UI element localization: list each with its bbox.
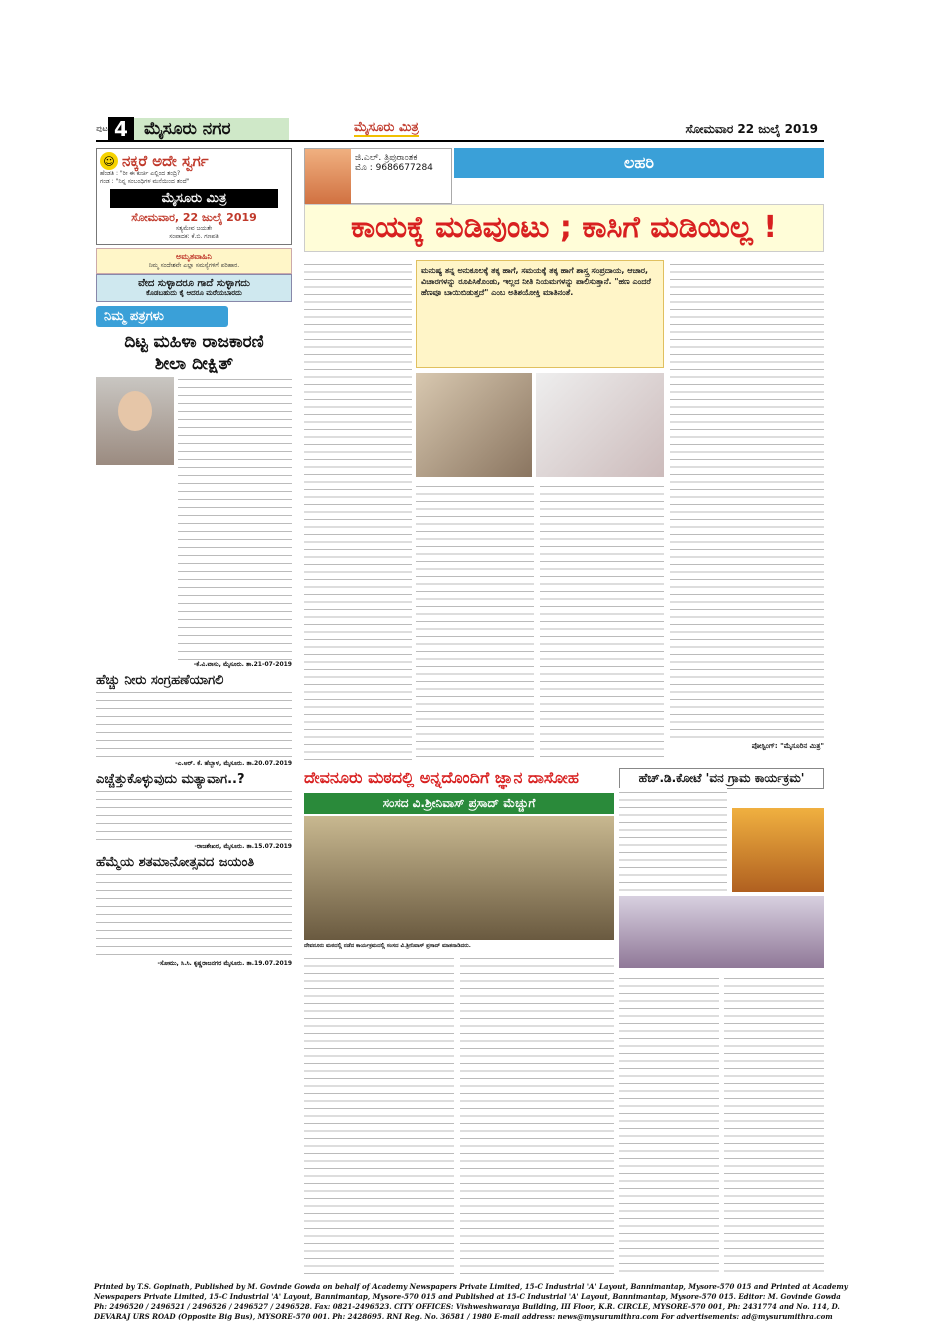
- dasoha-headline: ದೇವನೂರು ಮಠದಲ್ಲಿ ಅನ್ನದೊಂದಿಗೆ ಜ್ಞಾನ ದಾಸೋಹ: [304, 768, 579, 787]
- masthead-logo: ಮೈಸೂರು ಮಿತ್ರ: [354, 120, 419, 135]
- dasoha-subheadline: ಸಂಸದ ವಿ.ಶ್ರೀನಿವಾಸ್ ಪ್ರಸಾದ್ ಮೆಚ್ಚುಗೆ: [304, 793, 614, 814]
- dasoha-col-2: [460, 954, 614, 1274]
- header-date: ಸೋಮವಾರ 22 ಜುಲೈ 2019: [685, 122, 818, 136]
- veda-line-2: ಕೊಡಬಹುದು ಕೈ ಆದರೂ ಮರೆಯಬಾರದು: [146, 289, 242, 297]
- letter-sig-3: -ರಾಜಶೇಖರ, ಮೈಸೂರು. ತಾ.15.07.2019: [194, 843, 292, 850]
- article-col-1: [304, 260, 412, 760]
- letter-title-3: ಹೆಚ್ಚು ನೀರು ಸಂಗ್ರಹಣೆಯಾಗಲಿ: [96, 673, 224, 688]
- imprint-footer: Printed by T.S. Gopinath, Published by M. Govinde Gowda on behalf of Academy Newspapers Private Limited, 15-C Industrial 'A' Layout, Bannimantap, Mysore-570 015 and Printed at Academy Newspapers Private Limited, 15-C Industrial 'A' Layout, Bannimantap, Mysore-570 015 and Published at 15-C Industrial 'A' Layout, Bannimantap, Mysore-570 015. Editor: M. Govinde Gowda Ph: 2496520 / 2496521 / 2496526 / 2496527 / 2496528. Fax: 0821-2496523. CITY OFFICES: Vishweshwaraya Building, III Floor, K.R. CIRCLE, MYSORE-570 001, Ph: 2431774 and No. 114, D. DEVARAJ URS ROAD (Opposite Big Bus), MYSORE-570 001. Ph: 2428695. RNI Reg. No. 36581 / 1980 E-mail address: news@mysurumithra.com For advertisements: ad@mysurumithra.com: [94, 1282, 848, 1321]
- letter-body-1: [178, 375, 292, 661]
- letter-body-3: [96, 787, 292, 843]
- amrita-box: [96, 248, 292, 274]
- mini-editor: ಸಂಪಾದಕ: ಕೆ.ಬಿ. ಗಣಪತಿ: [169, 233, 219, 240]
- author-name: ಜಿ.ಎಲ್. ತ್ರಿಪುರಾಂತಕ: [355, 153, 418, 163]
- dasoha-col-1: [304, 954, 454, 1274]
- author-box: [304, 148, 452, 204]
- event-photo: [304, 816, 614, 940]
- letter-body-2: [96, 688, 292, 760]
- mini-masthead: ಮೈಸೂರು ಮಿತ್ರ: [110, 189, 278, 208]
- event-caption: ದೇವನೂರು ಮಠದಲ್ಲಿ ನಡೆದ ಕಾರ್ಯಕ್ರಮದಲ್ಲಿ ಸಂಸದ ವಿ.ಶ್ರೀನಿವಾಸ್ ಪ್ರಸಾದ್ ಮಾತನಾಡಿದರು.: [304, 943, 471, 949]
- hdk-speaker-photo: [732, 808, 824, 892]
- smiley-icon: ☺: [100, 152, 118, 170]
- amrita-text: ನಿಮ್ಮ ಸಂದೇಶವೇ ಎಲ್ಲಾ ಸಮಸ್ಯೆಗಳಿಗೆ ಪರಿಹಾರ.: [148, 262, 240, 269]
- letters-banner: ನಿಮ್ಮ ಪತ್ರಗಳು: [96, 306, 228, 327]
- hdk-col-intro: [619, 788, 727, 892]
- coins-photo: [536, 373, 664, 477]
- author-photo: [305, 149, 351, 205]
- joke-title: [100, 152, 288, 170]
- letter-title-5: ಹೆಮ್ಮೆಯ ಶತಮಾನೋತ್ಸವದ ಜಯಂತಿ: [96, 855, 255, 870]
- joke-box: [96, 148, 292, 245]
- sheila-dikshit-photo: [96, 377, 174, 465]
- letter-title-2: ಶೀಲಾ ದೀಕ್ಷಿತ್: [154, 354, 234, 374]
- mini-date: ಸೋಮವಾರ, 22 ಜುಲೈ 2019: [131, 211, 257, 224]
- column-section-label: ಲಹರಿ: [454, 148, 824, 178]
- amrita-heading: ಅಮೃತವಾಹಿನಿ: [176, 252, 212, 261]
- author-phone: ಮೊ : 9686677284: [355, 163, 433, 173]
- hdk-col-2: [724, 974, 824, 1274]
- letter-body-4: [96, 870, 292, 960]
- letter-title-4: ಎಚ್ಚೆತ್ತುಕೊಳ್ಳುವುದು ಮತ್ಯಾವಾಗ..?: [96, 772, 245, 787]
- letter-sig-1: -ಕೆ.ವಿ.ವಾಸು, ಮೈಸೂರು. ತಾ.21-07-2019: [193, 661, 292, 668]
- author-info: [351, 149, 437, 203]
- section-title: ಮೈಸೂರು ನಗರ: [134, 118, 289, 140]
- hdk-col-1: [619, 974, 719, 1274]
- hdk-headline: ಹೆಚ್.ಡಿ.ಕೋಟೆ 'ವನ ಗ್ರಾಮ ಕಾರ್ಯಕ್ರಮ': [619, 768, 824, 789]
- hdk-audience-photo: [619, 896, 824, 968]
- letter-title-1: ದಿಟ್ಟ ಮಹಿಳಾ ರಾಜಕಾರಣಿ: [124, 332, 264, 352]
- page-header: [96, 118, 824, 142]
- veda-line-1: ವೇದ ಸುಳ್ಳಾದರೂ ಗಾದೆ ಸುಳ್ಳಾಗದು: [138, 278, 250, 289]
- page-number: 4: [108, 117, 134, 141]
- mini-motto: ಸತ್ಯಮೇವ ಜಯತೇ: [175, 225, 213, 232]
- letter-sig-4: -ಸೋಮು, ಸಿ.ಸಿ. ಕೃಷ್ಣರಾಜನಗರ ಮೈಸೂರು. ತಾ.19.07.2019: [157, 960, 292, 967]
- veda-box: [96, 274, 292, 302]
- column-signoff: ಪೋಸ್ಟಿಂಗ್: "ಮೈಸೂರಿನ ಮಿತ್ರ": [751, 742, 824, 750]
- page-label: ಪುಟ: [96, 124, 108, 133]
- beggar-photo: [416, 373, 532, 477]
- article-col-2: [416, 482, 534, 760]
- article-col-3: [540, 482, 664, 760]
- joke-line-2: ಗಂಡ : "ನಿನ್ನ ಸಂಬಂಧಿಗಳ ಮನೆಯಿಂದ ತಂದೆ": [100, 178, 190, 185]
- column-headline: ಕಾಯಕ್ಕೆ ಮಡಿವುಂಟು ; ಕಾಸಿಗೆ ಮಡಿಯಿಲ್ಲ !: [304, 204, 824, 252]
- letter-sig-2: -ಎ.ಆರ್. ಕೆ. ಹೆಬ್ಬಾಳ, ಮೈಸೂರು. ತಾ.20.07.2019: [175, 760, 292, 767]
- left-column: [96, 148, 292, 968]
- pull-quote: ಮನುಷ್ಯ ತನ್ನ ಅನುಕೂಲಕ್ಕೆ ತಕ್ಕ ಹಾಗೆ, ಸಮಯಕ್ಕೆ ತಕ್ಕ ಹಾಗೆ ಶಾಸ್ತ್ರ ಸಂಪ್ರದಾಯ, ಆಚಾರ, ವಿಚಾರಗಳನ್ನು ರೂಪಿಸಿಕೊಂಡು, ಇಲ್ಲದ ನೀತಿ ನಿಯಮಗಳನ್ನು ಪಾಲಿಸುತ್ತಾನೆ. "ಹಣ ಎಂದರೆ ಹೆಣವೂ ಬಾಯಿಬಿಡುತ್ತದೆ" ಎಂಬ ಅತಿಶಯೋಕ್ತಿ ಮಾತಿನಂತೆ.: [416, 260, 664, 368]
- joke-title-text: ನಕ್ಕರೆ ಅದೇ ಸ್ವರ್ಗ: [122, 152, 209, 170]
- article-col-4: [670, 260, 824, 740]
- newspaper-page: [96, 118, 824, 1278]
- joke-line-1: ಹೆಂಡತಿ : "ರೀ ಈ ಕುರ್ಚಿ ಎಲ್ಲಿಂದ ತಂದ್ರಿ?: [100, 170, 181, 177]
